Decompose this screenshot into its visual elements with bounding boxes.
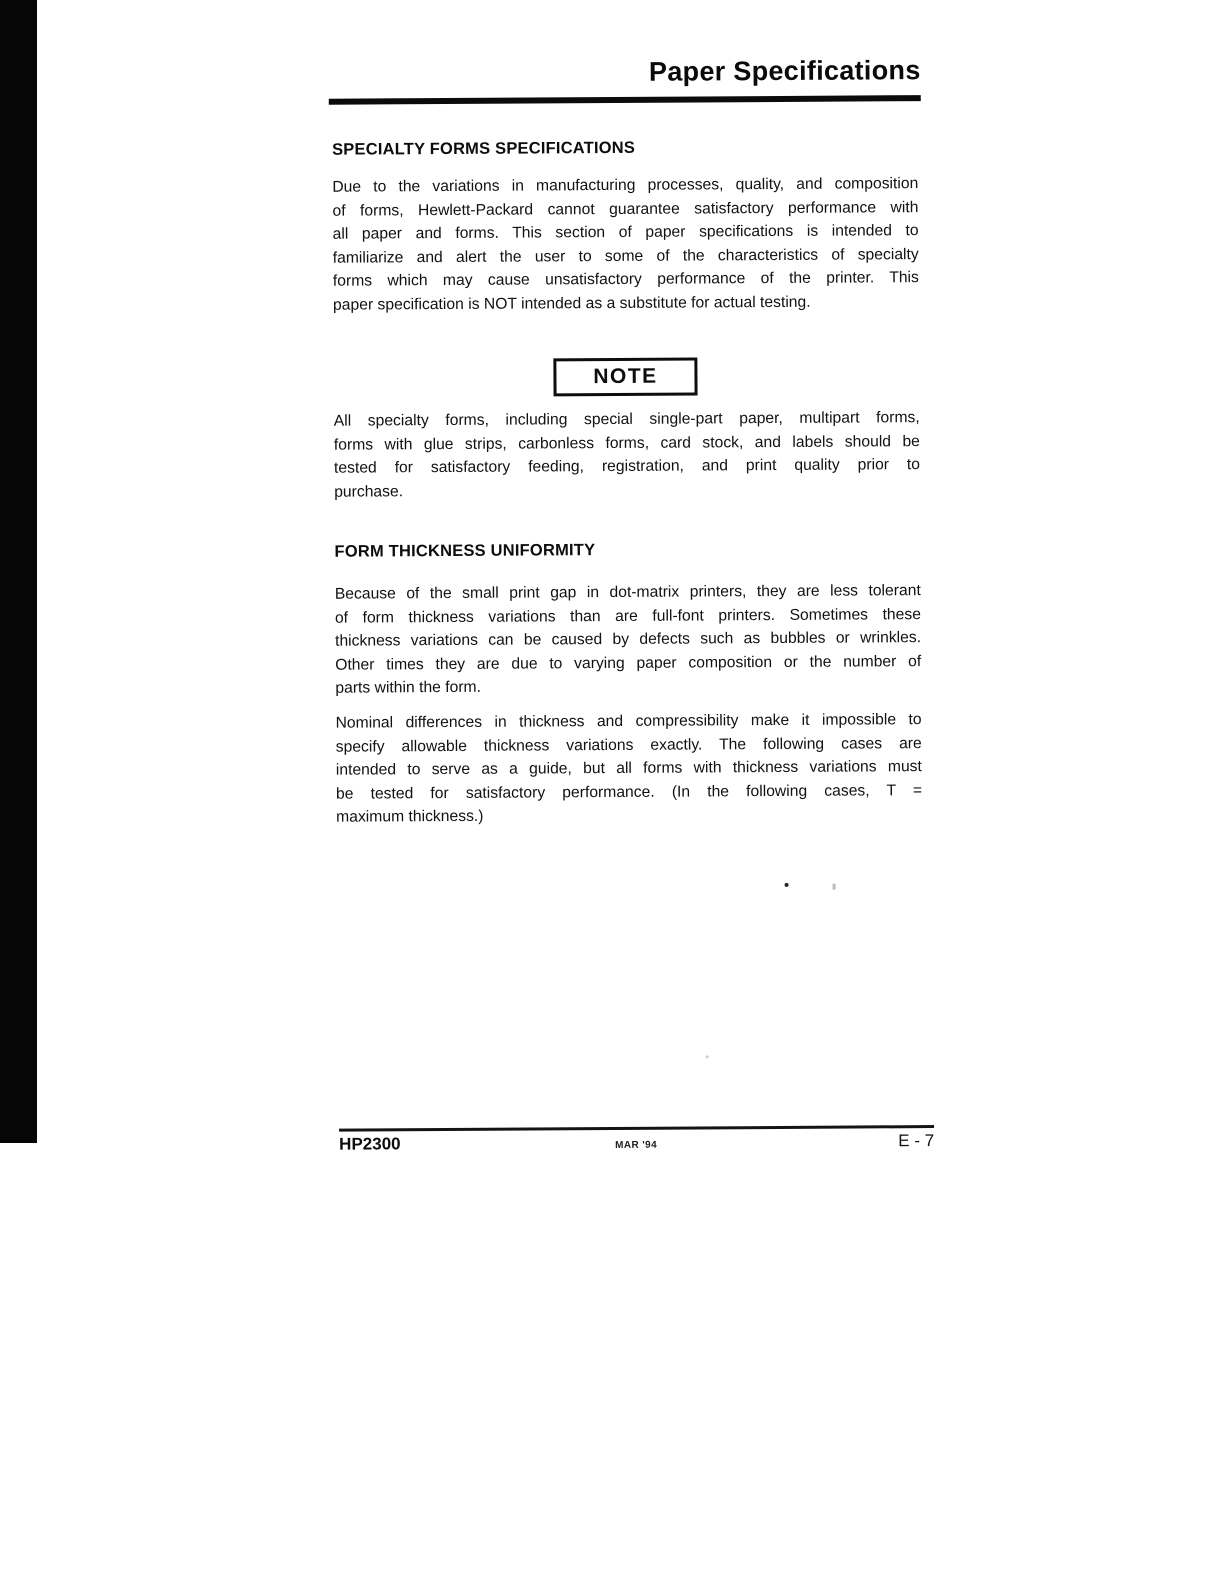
text-line: forms which may cause unsatisfactory performance of the printer. This <box>332 269 919 290</box>
text-line: purchase. <box>334 482 404 501</box>
text-line: Other times they are due to varying paper composition or the number of <box>335 652 922 674</box>
section-heading-specialty-forms: SPECIALTY FORMS SPECIFICATIONS <box>332 138 636 159</box>
text-line: maximum thickness.) <box>336 807 484 826</box>
text-line: familiarize and alert the user to some of the characteristics of specialty <box>332 245 919 267</box>
header-rule <box>329 95 921 105</box>
paragraph-thickness-1 <box>335 579 922 700</box>
footer-page-number: E - 7 <box>898 1131 935 1151</box>
text-line: paper specification is NOT intended as a substitute for actual testing. <box>332 293 811 314</box>
note-box <box>553 357 697 396</box>
text-line: All specialty forms, including special single-part paper, multipart forms, <box>333 409 920 430</box>
text-line: Due to the variations in manufacturing processes, quality, and composition <box>332 175 919 196</box>
text-line: all paper and forms. This section of paper specifications is intended to <box>332 222 919 243</box>
paragraph-intro <box>332 172 919 317</box>
footer-model: HP2300 <box>339 1134 401 1154</box>
page-title: Paper Specifications <box>648 55 921 87</box>
text-line: intended to serve as a guide, but all forms with thickness variations must <box>335 758 922 779</box>
footer-date: MAR '94 <box>615 1139 658 1151</box>
scan-speck <box>833 884 836 890</box>
text-line: specify allowable thickness variations exactly. The following cases are <box>335 734 922 756</box>
text-line: parts within the form. <box>335 678 482 697</box>
footer-rule <box>339 1125 934 1132</box>
text-line: tested for satisfactory feeding, registration, and print quality prior to <box>333 456 921 477</box>
scan-speck <box>785 883 789 887</box>
text-line: thickness variations can be caused by defects such as bubbles or wrinkles. <box>335 629 922 650</box>
paragraph-thickness-2 <box>336 708 923 829</box>
text-line: forms with glue strips, carbonless forms, card stock, and labels should be <box>333 432 920 454</box>
text-line: of forms, Hewlett-Packard cannot guarantee satisfactory performance with <box>332 198 919 220</box>
text-line: of form thickness variations than are full-font printers. Sometimes these <box>334 605 921 627</box>
paragraph-note-details <box>334 406 921 504</box>
note-label: NOTE <box>593 364 658 389</box>
text-line: Nominal differences in thickness and compressibility make it impossible to <box>335 711 922 732</box>
text-line: Because of the small print gap in dot-matrix printers, they are less tolerant <box>334 582 921 603</box>
section-heading-form-thickness: FORM THICKNESS UNIFORMITY <box>334 541 596 561</box>
text-line: be tested for satisfactory performance. (In the following cases, T = <box>335 781 923 803</box>
scan-speck <box>706 1055 709 1058</box>
